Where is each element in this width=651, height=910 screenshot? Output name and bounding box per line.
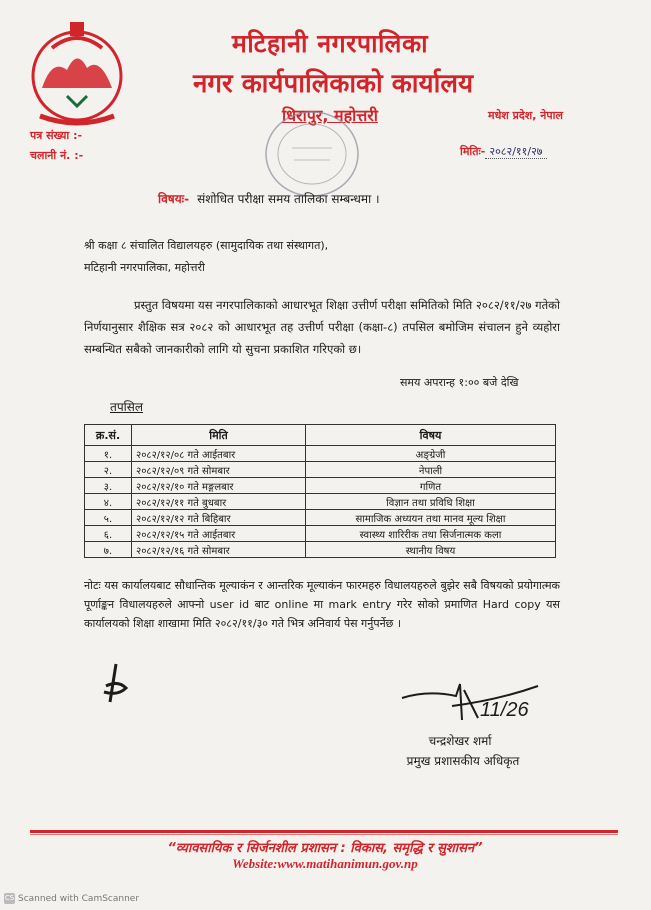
- col-header-subject: विषय: [306, 425, 556, 446]
- camscanner-icon: CS: [4, 894, 15, 902]
- initial-signature-icon: [96, 662, 136, 706]
- table-row: [85, 446, 556, 462]
- annex-label: तपसिल: [110, 400, 144, 414]
- cell-subject: स्थानीय विषय: [306, 542, 556, 558]
- cell-date: २०८२/१२/१५ गते आईतबार: [132, 526, 306, 542]
- footer-divider-thin: [30, 834, 618, 835]
- cell-sn: ६.: [85, 526, 132, 542]
- office-name: नगर कार्यपालिकाको कार्यालय: [192, 69, 474, 99]
- table-row: [85, 494, 556, 510]
- cell-date: २०८२/१२/११ गते बुधबार: [132, 494, 306, 510]
- scanner-text: Scanned with CamScanner: [18, 894, 140, 904]
- table-header-row: [85, 425, 556, 446]
- date-label: मितिः-: [460, 145, 486, 158]
- cell-subject: सामाजिक अध्ययन तथा मानव मूल्य शिक्षा: [306, 510, 556, 526]
- exam-time-note: समय अपरान्ह १:०० बजे देखि: [400, 376, 519, 389]
- col-header-date: मिति: [132, 425, 306, 446]
- address-line-1: श्री कक्षा ८ संचालित विद्यालयहरु (सामुदायिक तथा संस्थागत),: [84, 239, 329, 252]
- subject-text: संशोधित परीक्षा समय तालिका सम्बन्धमा ।: [197, 192, 380, 206]
- province-label: मधेश प्रदेश, नेपाल: [488, 109, 563, 122]
- table-row: [85, 526, 556, 542]
- cell-sn: ४.: [85, 494, 132, 510]
- office-stamp-icon: [262, 108, 362, 200]
- officer-signature-icon: [398, 676, 548, 726]
- date-value: २०८२/११/२७: [485, 145, 546, 159]
- letter-date: [460, 144, 547, 159]
- footer-website: Website:www.matihanimun.gov.np: [232, 856, 418, 871]
- cell-sn: ५.: [85, 510, 132, 526]
- cell-sn: ३.: [85, 478, 132, 494]
- table-row: [85, 462, 556, 478]
- cell-date: २०८२/१२/१६ गते सोमबार: [132, 542, 306, 558]
- notice-paragraph: प्रस्तुत विषयमा यस नगरपालिकाको आधारभूत शिक्षा उत्तीर्ण परीक्षा समितिको मिति २०८२/११/२७ गतेको निर्णयानुसार शैक्षिक सत्र २०८२ को आधारभूत तह उत्तीर्ण परीक्षा (कक्षा-८) तपसिल बमोजिम संचालन हुने व्यहोरा सम्बन्धित सबैको जानकारीको लागि यो सुचना प्रकाशित गरिएको छ।: [84, 298, 560, 356]
- cell-subject: नेपाली: [306, 462, 556, 478]
- cell-subject: स्वास्थ्य शारिरीक तथा सिर्जनात्मक कला: [306, 526, 556, 542]
- table-row: [85, 510, 556, 526]
- cell-date: २०८२/१२/१० गते मङ्गलबार: [132, 478, 306, 494]
- table-row: [85, 542, 556, 558]
- cell-subject: अङ्ग्रेजी: [306, 446, 556, 462]
- cell-sn: १.: [85, 446, 132, 462]
- cell-date: २०८२/१२/१२ गते बिहिबार: [132, 510, 306, 526]
- cell-sn: ७.: [85, 542, 132, 558]
- subject-label: विषयः-: [158, 192, 190, 206]
- signature-initials: 11/26: [480, 699, 529, 721]
- cell-subject: गणित: [306, 478, 556, 494]
- exam-schedule-table: [84, 424, 556, 558]
- table-row: [85, 478, 556, 494]
- cell-sn: २.: [85, 462, 132, 478]
- nepal-emblem-icon: [22, 18, 132, 130]
- org-name: मटिहानी नगरपालिका: [231, 29, 429, 58]
- footer-motto: “व्यावसायिक र सिर्जनशील प्रशासन : विकास, समृद्धि र सुशासन”: [167, 841, 483, 856]
- address-line-2: मटिहानी नगरपालिका, महोत्तरी: [84, 261, 205, 274]
- letter-number-label: पत्र संख्या :-: [30, 129, 83, 142]
- dispatch-number-label: चलानी नं. :-: [30, 149, 84, 162]
- office-location: धिरापुर, महोत्तरी: [282, 106, 378, 125]
- scanner-watermark: [4, 893, 139, 904]
- cell-date: २०८२/१२/०९ गते सोमबार: [132, 462, 306, 478]
- footer-divider: [30, 830, 618, 833]
- cell-subject: विज्ञान तथा प्रविधि शिक्षा: [306, 494, 556, 510]
- subject-line: [158, 190, 380, 207]
- col-header-sn: क्र.सं.: [85, 425, 132, 446]
- signer-title: प्रमुख प्रशासकीय अधिकृत: [406, 754, 520, 768]
- cell-date: २०८२/१२/०८ गते आईतबार: [132, 446, 306, 462]
- signer-name: चन्द्रशेखर शर्मा: [428, 734, 492, 748]
- note-paragraph: नोटः यस कार्यालयबाट सौधान्तिक मूल्याकंन र आन्तरिक मूल्याकंन फारमहरु विधालयहरुले बुझेर सबै विषयको प्रयोगात्मक पूर्णाङ्कन विधालयहरुले आफ्नो user id बाट online मा mark entry गरेर सोको प्रमाणित Hard copy यस कार्यालयको शिक्षा शाखामा मिति २०८२/११/३० गते भित्र अनिवार्य पेस गर्नुपर्नेछ ।: [84, 579, 560, 630]
